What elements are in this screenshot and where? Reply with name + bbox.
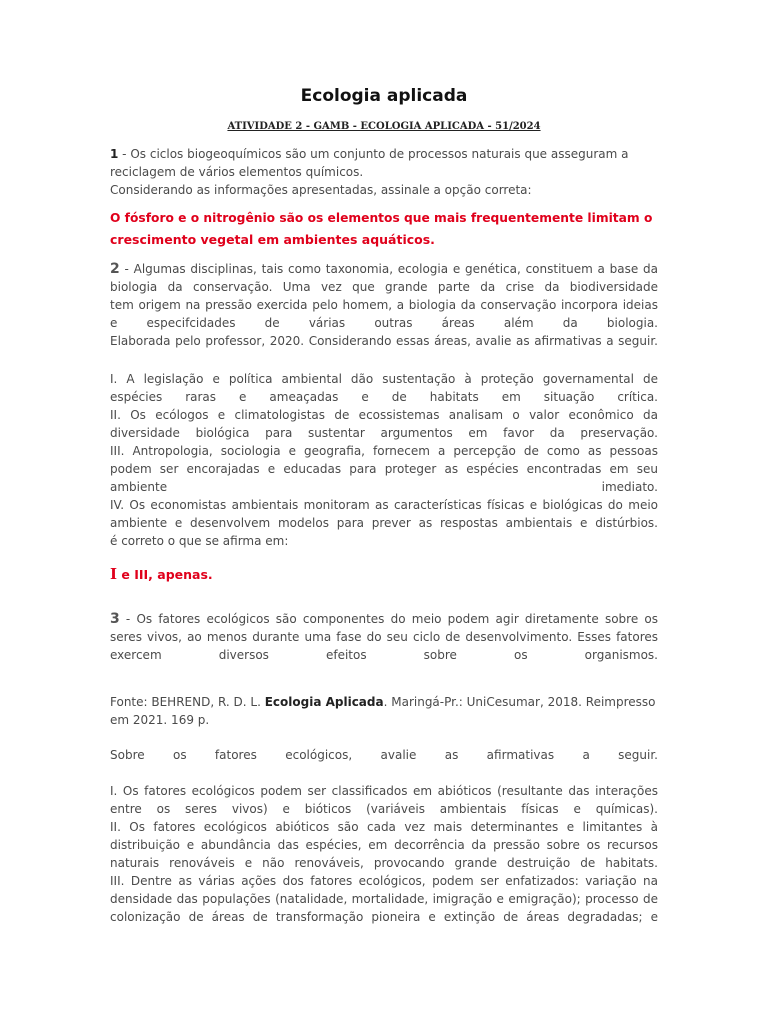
statement-line: densidade das populações (natalidade, mortalidade, imigração e emigração); processo de bbox=[110, 892, 658, 906]
statement-line: colonização de áreas de transformação pioneira e extinção de áreas degradadas; e bbox=[110, 910, 658, 924]
question-2-line: tem origem na pressão exercida pelo homem, a biologia da conservação incorpora ideias bbox=[110, 298, 658, 312]
question-2-statements bbox=[110, 370, 658, 550]
question-2-line: 2 - Algumas disciplinas, tais como taxonomia, ecologia e genética, constituem a base da bbox=[110, 261, 658, 277]
source-citation: Fonte: BEHREND, R. D. L. Ecologia Aplicada. Maringá-Pr.: UniCesumar, 2018. Reimpresso em 2021. 169 p. bbox=[110, 695, 656, 727]
source-title: Ecologia Aplicada bbox=[264, 695, 384, 709]
statement-line: distribuição e abundância das espécies, em decorrência da pressão sobre os recursos bbox=[110, 838, 658, 852]
statement-line: I. A legislação e política ambiental dão sustentação à proteção governamental de bbox=[110, 372, 658, 386]
question-number: 1 bbox=[110, 147, 119, 161]
question-1 bbox=[110, 145, 658, 199]
answer-1: O fósforo e o nitrogênio são os elementos que mais frequentemente limitam o crescimento vegetal em ambientes aquáticos. bbox=[110, 211, 653, 247]
question-2-line: Elaborada pelo professor, 2020. Considerando essas áreas, avalie as afirmativas a seguir. bbox=[110, 334, 658, 348]
statement-line: é correto o que se afirma em: bbox=[110, 534, 289, 548]
statement-line: entre os seres vivos) e bióticos (variáveis ambientais físicas e químicas). bbox=[110, 802, 658, 816]
question-number: 3 bbox=[110, 611, 120, 627]
question-3-prompt: Sobre os fatores ecológicos, avalie as afirmativas a seguir. bbox=[110, 748, 658, 762]
question-1-line-1: 1 - Os ciclos biogeoquímicos são um conjunto de processos naturais que asseguram a bbox=[110, 147, 629, 161]
statement-line: ambiente e desenvolvem modelos para prever as respostas ambientais e distúrbios. bbox=[110, 516, 658, 530]
statement-line: II. Os fatores ecológicos abióticos são cada vez mais determinantes e limitantes à bbox=[110, 820, 658, 834]
answer-2: I e III, apenas. bbox=[110, 565, 213, 583]
statement-line: I. Os fatores ecológicos podem ser classificados em abióticos (resultante das interações bbox=[110, 784, 658, 798]
question-2-line: e especifcidades de várias outras áreas além da biologia. bbox=[110, 316, 658, 330]
statement-line: III. Dentre as várias ações dos fatores ecológicos, podem ser enfatizados: variação na bbox=[110, 874, 658, 888]
activity-subtitle: ATIVIDADE 2 - GAMB - ECOLOGIA APLICADA - 51/2024 bbox=[227, 121, 541, 132]
question-3-line: 3 - Os fatores ecológicos são componentes do meio podem agir diretamente sobre os bbox=[110, 611, 658, 627]
page-title: Ecologia aplicada bbox=[300, 86, 468, 106]
statement-line: podem ser encorajadas e educadas para proteger as espécies encontradas em seu bbox=[110, 462, 658, 476]
statement-line: espécies raras e ameaçadas e de habitats em situação crítica. bbox=[110, 390, 658, 404]
question-number: 2 bbox=[110, 261, 120, 277]
question-1-line-3: Considerando as informações apresentadas, assinale a opção correta: bbox=[110, 183, 532, 197]
question-1-line-2: reciclagem de vários elementos químicos. bbox=[110, 165, 364, 179]
question-2 bbox=[110, 260, 658, 350]
statement-line: III. Antropologia, sociologia e geografia, fornecem a percepção de como as pessoas bbox=[110, 444, 658, 458]
question-2-line: biologia da conservação. Uma vez que grande parte da crise da biodiversidade bbox=[110, 280, 658, 294]
statement-line: diversidade biológica para sustentar argumentos em favor da preservação. bbox=[110, 426, 658, 440]
question-3-line: seres vivos, ao menos durante uma fase do seu ciclo de desenvolvimento. Esses fatores bbox=[110, 630, 658, 644]
statement-line: II. Os ecólogos e climatologistas de ecossistemas analisam o valor econômico da bbox=[110, 408, 658, 422]
question-3-statements bbox=[110, 782, 658, 926]
statement-line: naturais renováveis e não renováveis, provocando grande destruição de habitats. bbox=[110, 856, 658, 870]
statement-line: IV. Os economistas ambientais monitoram as características físicas e biológicas do meio bbox=[110, 498, 658, 512]
question-3 bbox=[110, 610, 658, 664]
question-3-line: exercem diversos efeitos sobre os organismos. bbox=[110, 648, 658, 662]
statement-line: ambiente imediato. bbox=[110, 480, 658, 494]
